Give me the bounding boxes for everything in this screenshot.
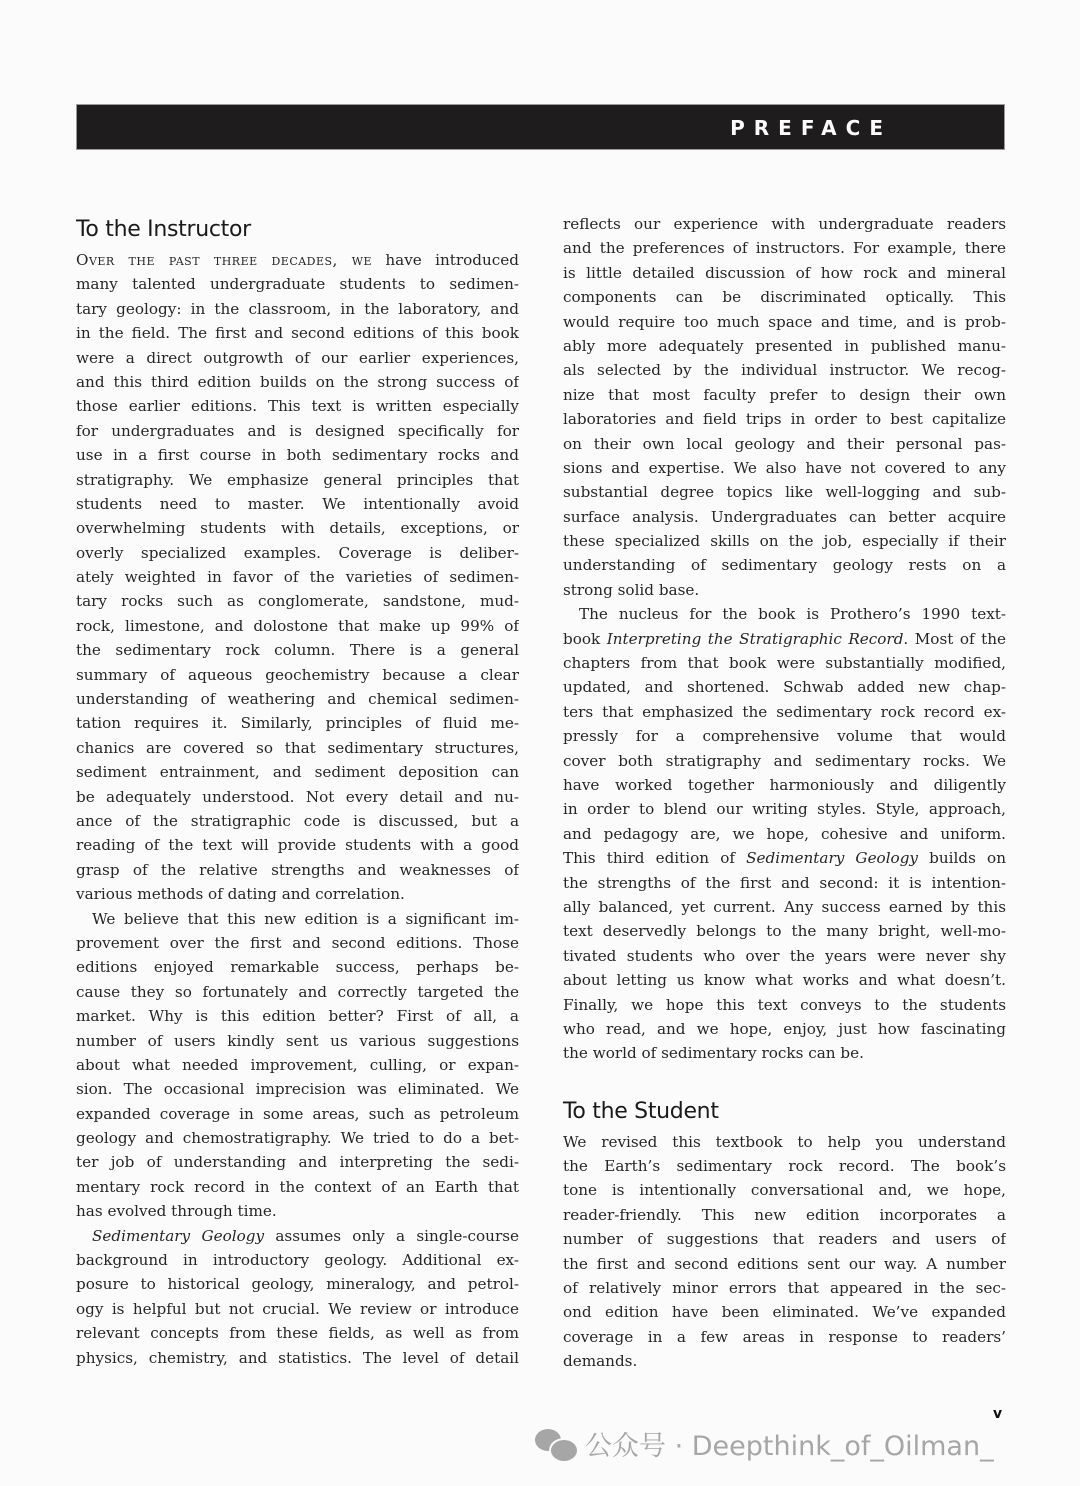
text-line: provement over the first and second editions. Those [76, 933, 519, 952]
text-line: in order to blend our writing styles. Style, approach, [563, 800, 1006, 819]
text-line: the world of sedimentary rocks can be. [563, 1044, 864, 1063]
text-line: understanding of weathering and chemical sedimen- [76, 690, 519, 709]
text-line: updated, and shortened. Schwab added new chap- [563, 678, 1006, 697]
text-line: reader-friendly. This new edition incorporates a [563, 1205, 1006, 1224]
text-line: ance of the stratigraphic code is discussed, but a [76, 811, 519, 830]
text-line: for undergraduates and is designed specifically for [76, 421, 519, 440]
text-line: We believe that this new edition is a significant im- [92, 909, 519, 928]
text-line: strong solid base. [563, 580, 700, 599]
text-line: grasp of the relative strengths and weaknesses of [76, 860, 519, 879]
text-line: of relatively minor errors that appeared in the sec- [563, 1279, 1006, 1298]
text-line: text deservedly belongs to the many bright, well-mo- [563, 922, 1006, 941]
text-line: sion. The occasional imprecision was eliminated. We [76, 1080, 519, 1099]
text-line: We revised this textbook to help you understand [563, 1132, 1006, 1151]
text-line: students need to master. We intentionally avoid [76, 494, 519, 513]
text-line: stratigraphy. We emphasize general principles that [76, 470, 519, 489]
wechat-icon [535, 1427, 577, 1461]
text-line: geology and chemostratigraphy. We tried to do a bet- [76, 1129, 519, 1148]
text-line: components can be discriminated optically. This [563, 288, 1006, 307]
text-line: ter job of understanding and interpreting the sedi- [76, 1153, 519, 1172]
text-line: This third edition of Sedimentary Geology builds on [563, 849, 1006, 868]
text-line: posure to historical geology, mineralogy, and petrol- [76, 1275, 519, 1294]
text-line: tivated students who over the years were never shy [563, 946, 1006, 965]
text-line: tary geology: in the classroom, in the laboratory, and [76, 299, 519, 318]
text-line: ately weighted in favor of the varieties of sedimen- [76, 568, 519, 587]
text-line: ally balanced, yet current. Any success earned by this [563, 897, 1006, 916]
text-line: surface analysis. Undergraduates can better acquire [563, 507, 1006, 526]
section-heading-student: To the Student [563, 1098, 719, 1124]
book-title-italic: Sedimentary Geology [92, 1226, 265, 1245]
text-line: reading of the text will provide students with a good [76, 836, 519, 855]
preface-banner [76, 104, 1005, 150]
text-line: the Earth’s sedimentary rock record. The book’s [563, 1157, 1006, 1176]
watermark-text: 公众号 · Deepthink_of_Oilman_ [585, 1431, 994, 1462]
text-line: on their own local geology and their personal pas- [563, 434, 1006, 453]
text-line: who read, and we hope, enjoy, just how fascinating [563, 1019, 1006, 1038]
text-line: pressly for a comprehensive volume that would [563, 727, 1006, 746]
text-line: expanded coverage in some areas, such as petroleum [76, 1104, 519, 1123]
watermark [535, 1424, 994, 1463]
text-line: in the field. The first and second editions of this book [76, 324, 519, 343]
text-line: has evolved through time. [76, 1202, 277, 1221]
text-line: many talented undergraduate students to sedimen- [76, 275, 519, 294]
text-line: the first and second editions sent our way. A number [563, 1254, 1006, 1273]
text-line: chapters from that book were substantially modified, [563, 654, 1006, 673]
text-line: mentary rock record in the context of an Earth that [76, 1177, 519, 1196]
text-line: Finally, we hope this text conveys to the students [563, 995, 1006, 1014]
section-heading-instructor: To the Instructor [76, 217, 251, 242]
text-line: editions enjoyed remarkable success, perhaps be- [76, 958, 519, 977]
text-line: and this third edition builds on the strong success of [76, 372, 519, 391]
text-line: market. Why is this edition better? First of all, a [76, 1007, 519, 1026]
text-line: be adequately understood. Not every detail and nu- [76, 787, 519, 806]
text-line: would require too much space and time, and is prob- [563, 312, 1006, 331]
book-title-italic: Interpreting the Stratigraphic Record [606, 629, 904, 648]
text-line: coverage in a few areas in response to readers’ [563, 1327, 1006, 1346]
text-line: physics, chemistry, and statistics. The level of detail [76, 1348, 519, 1367]
text-line: reflects our experience with undergraduate readers [563, 215, 1006, 233]
text-line: understanding of sedimentary geology rests on a [563, 556, 1006, 575]
right-column [563, 212, 1006, 1374]
text-line: demands. [563, 1352, 638, 1371]
text-line: summary of aqueous geochemistry because a clear [76, 665, 519, 684]
text-line: tation requires it. Similarly, principles of fluid me- [76, 714, 519, 733]
text-line: number of users kindly sent us various suggestions [76, 1031, 519, 1050]
text-line: and the preferences of instructors. For example, there [563, 239, 1006, 258]
left-column [76, 212, 519, 1370]
text-line: background in introductory geology. Additional ex- [76, 1251, 519, 1270]
book-title-italic: Sedimentary Geology [746, 849, 919, 868]
text-line: sediment entrainment, and sediment deposition can [76, 763, 519, 782]
text-line: have worked together harmoniously and diligently [563, 775, 1006, 794]
text-line: those earlier editions. This text is written especially [76, 397, 519, 416]
text-line: overwhelming students with details, exceptions, or [76, 519, 519, 538]
text-line: use in a first course in both sedimentary rocks and [76, 446, 519, 465]
text-line: ond edition have been eliminated. We’ve expanded [563, 1303, 1006, 1322]
text-line: ters that emphasized the sedimentary rock record ex- [563, 702, 1006, 721]
text-line: number of suggestions that readers and users of [563, 1230, 1006, 1249]
text-line: als selected by the individual instructor. We recog- [563, 361, 1006, 380]
text-line: tary rocks such as conglomerate, sandstone, mud- [76, 592, 519, 611]
text-line: Over the past three decades, we have introduced [76, 251, 519, 269]
text-line: cover both stratigraphy and sedimentary rocks. We [563, 751, 1006, 770]
text-line: ably more adequately presented in published manu- [563, 336, 1006, 355]
text-line: the sedimentary rock column. There is a general [76, 641, 519, 660]
text-line: sions and expertise. We also have not covered to any [563, 458, 1006, 477]
text-line: cause they so fortunately and correctly targeted the [76, 982, 519, 1001]
text-line: various methods of dating and correlation. [76, 885, 405, 904]
text-line: is little detailed discussion of how rock and mineral [563, 263, 1006, 282]
text-line: about letting us know what works and what doesn’t. [563, 971, 1006, 990]
text-line: tone is intentionally conversational and, we hope, [563, 1181, 1006, 1200]
text-line: substantial degree topics like well-logging and sub- [563, 483, 1006, 502]
banner-title: PREFACE [730, 116, 892, 140]
text-line: book Interpreting the Stratigraphic Record. Most of the [563, 629, 1006, 648]
lead-smallcaps: Over the past three decades, we [76, 251, 373, 269]
text-line: The nucleus for the book is Prothero’s 1990 text- [579, 605, 1006, 624]
text-line: were a direct outgrowth of our earlier experiences, [76, 348, 519, 367]
text-line: chanics are covered so that sedimentary structures, [76, 738, 519, 757]
text-line: these specialized skills on the job, especially if their [563, 532, 1006, 551]
text-line: relevant concepts from these fields, as well as from [76, 1324, 519, 1343]
text-line: rock, limestone, and dolostone that make up 99% of [76, 616, 519, 635]
text-line: laboratories and field trips in order to best capitalize [563, 410, 1006, 429]
text-line: the strengths of the first and second: it is intention- [563, 873, 1006, 892]
text-line: about what needed improvement, culling, or expan- [76, 1055, 519, 1074]
text-line: nize that most faculty prefer to design their own [563, 385, 1006, 404]
page-number: v [993, 1406, 1003, 1422]
text-line: overly specialized examples. Coverage is deliber- [76, 543, 519, 562]
text-line: and pedagogy are, we hope, cohesive and uniform. [563, 824, 1006, 843]
text-line: ogy is helpful but not crucial. We review or introduce [76, 1299, 519, 1318]
text-line: Sedimentary Geology assumes only a single-course [92, 1226, 519, 1245]
